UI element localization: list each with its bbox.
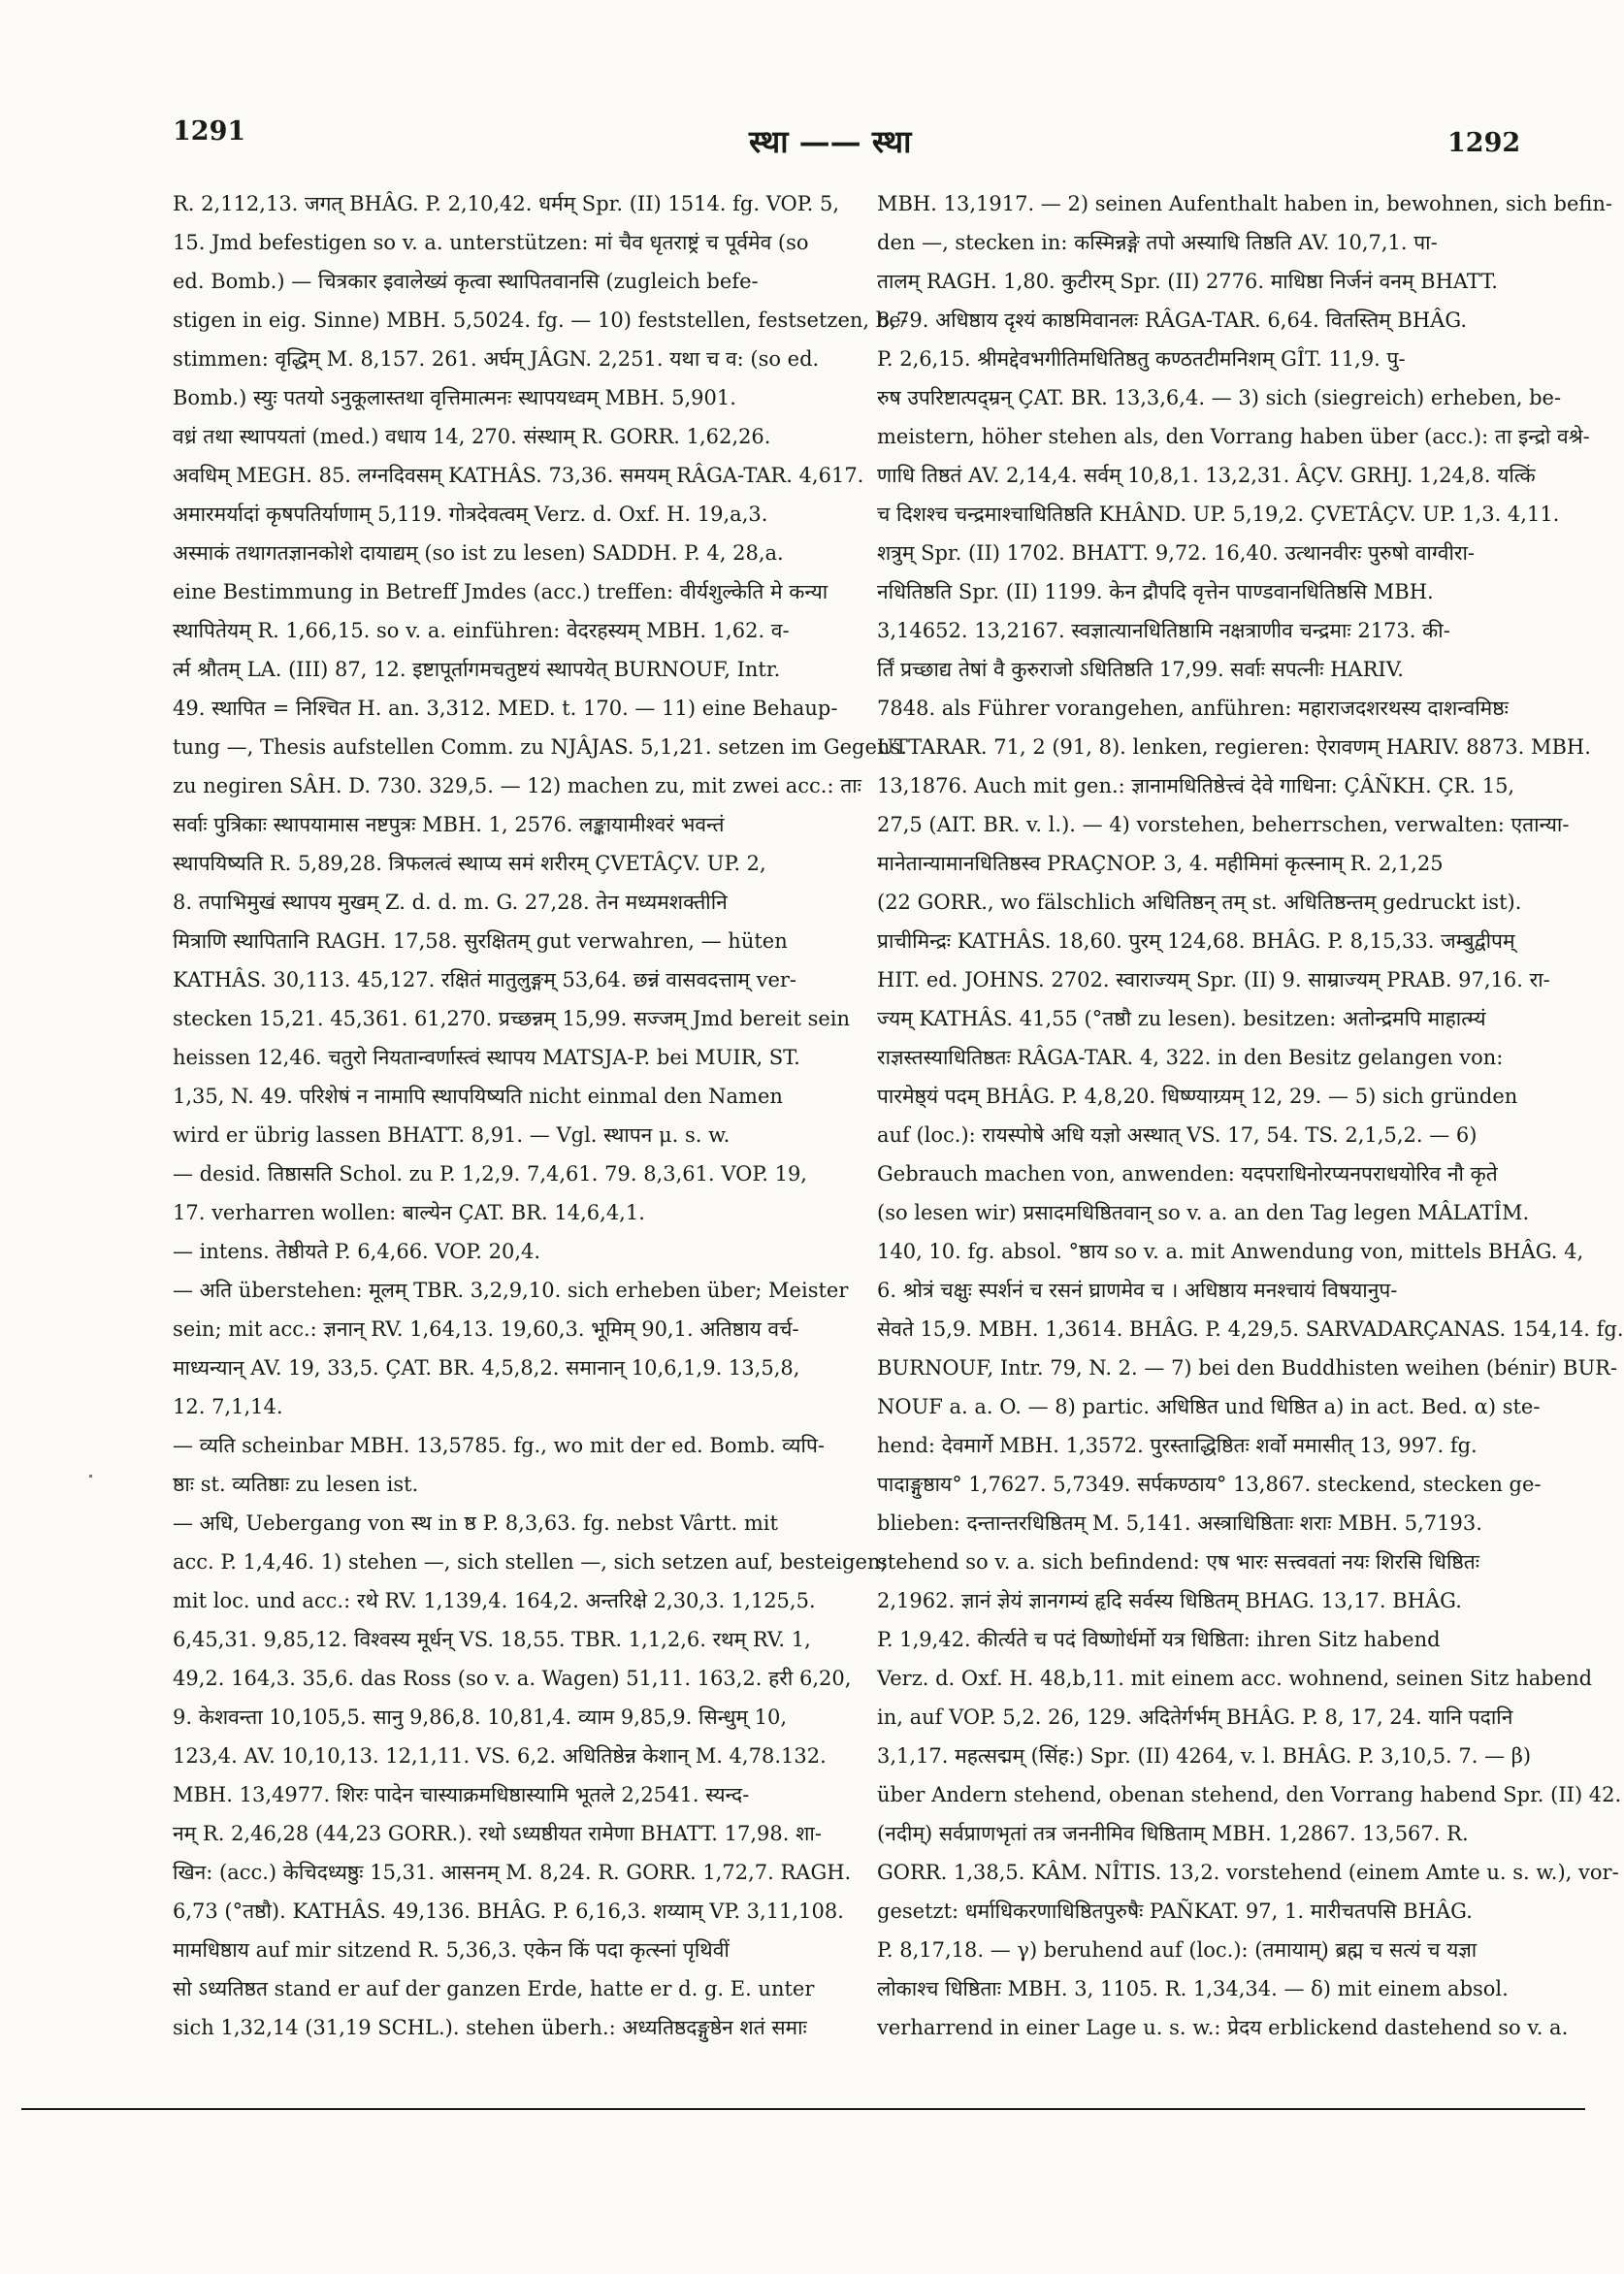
text-line: शत्रुम् Spr. (II) 1702. BHATT. 9,72. 16,40. उत्थानवीरः पुरुषो वाग्वीरा- xyxy=(877,541,1476,565)
text-line: 27,5 (AIT. BR. v. l.). — 4) vorstehen, beherrschen, verwalten: एतान्या- xyxy=(877,813,1570,836)
text-line: लोकाश्च धिष्ठिताः MBH. 3, 1105. R. 1,34,34. — δ) mit einem absol. xyxy=(877,1977,1509,2000)
text-line: सो ऽध्यतिष्ठत stand er auf der ganzen Erde, hatte er d. g. E. unter xyxy=(173,1977,815,2000)
text-line: 3,14652. 13,2167. स्वज्ञात्यानधितिष्ठामि नक्षत्राणीव चन्द्रमाः 2173. की- xyxy=(877,619,1450,642)
text-line: 6. श्रोत्रं चक्षुः स्पर्शनं च रसनं घ्राणमेव च । अधिष्ठाय मनश्चायं विषयानुप- xyxy=(877,1279,1398,1302)
text-line: प्राचीमिन्द्रः KATHÂS. 18,60. पुरम् 124,68. BHÂG. P. 8,15,33. जम्बुद्वीपम् xyxy=(877,929,1515,953)
text-line: — अधि, Uebergang von स्थ in ष्ठ P. 8,3,63. fg. nebst Vârtt. mit xyxy=(173,1511,778,1535)
text-line: 15. Jmd befestigen so v. a. unterstützen: मां चैव धृतराष्ट्रं च पूर्वमेव (so xyxy=(173,231,809,254)
text-line: HIT. ed. JOHNS. 2702. स्वाराज्यम् Spr. (II) 9. साम्राज्यम् PRAB. 97,16. रा- xyxy=(877,968,1550,991)
text-line: den —, stecken in: कस्मिन्नङ्गे तपो अस्याधि तिष्ठति AV. 10,7,1. पा- xyxy=(877,231,1438,254)
text-line: stigen in eig. Sinne) MBH. 5,5024. fg. — 10) feststellen, festsetzen, be- xyxy=(173,309,908,332)
text-line: पादाङ्गुष्ठाय° 1,7627. 5,7349. सर्पकण्ठाय° 13,867. steckend, stecken ge- xyxy=(877,1473,1542,1496)
text-line: स्थापितेयम् R. 1,66,15. so v. a. einführen: वेदरहस्यम् MBH. 1,62. व- xyxy=(173,619,790,642)
text-line: (नदीम्) सर्वप्राणभृतां तत्र जननीमिव धिष्ठिताम् MBH. 1,2867. 13,567. R. xyxy=(877,1822,1469,1845)
text-line: 2,1962. ज्ञानं ज्ञेयं ज्ञानगम्यं हृदि सर्वस्य धिष्ठितम् BHAG. 13,17. BHÂG. xyxy=(877,1589,1462,1612)
text-line: meistern, höher stehen als, den Vorrang haben über (acc.): ता इन्द्रो वश्रे- xyxy=(877,425,1590,448)
text-line: in, auf VOP. 5,2. 26, 129. अदितेर्गर्भम् BHÂG. P. 8, 17, 24. यानि पदानि xyxy=(877,1706,1513,1729)
text-line: tung —, Thesis aufstellen Comm. zu NJÂJAS. 5,1,21. setzen im Gegens. xyxy=(173,735,907,759)
text-line: heissen 12,46. चतुरो नियतान्वर्णास्त्वं स्थापय MATSJA-P. bei MUIR, ST. xyxy=(173,1046,800,1069)
text-line: 49,2. 164,3. 35,6. das Ross (so v. a. Wagen) 51,11. 163,2. हरी 6,20, xyxy=(173,1667,852,1690)
text-line: नधितिष्ठति Spr. (II) 1199. केन द्रौपदि वृत्तेन पाण्डवानधितिष्ठसि MBH. xyxy=(877,580,1434,603)
text-line: Gebrauch machen von, anwenden: यदपराधिनोरप्यनपराधयोरिव नौ कृते xyxy=(877,1162,1498,1186)
running-title: स्था —— स्था xyxy=(749,123,912,160)
text-line: (so lesen wir) प्रसादमधिष्ठितवान् so v. a. an den Tag legen MÂLATÎM. xyxy=(877,1201,1530,1224)
text-line: 13,1876. Auch mit gen.: ज्ञानामधितिष्ठेत्त्वं देवे गाधिना: ÇÂÑKH. ÇR. 15, xyxy=(877,774,1515,797)
text-line: — अति überstehen: मूलम् TBR. 3,2,9,10. sich erheben über; Meister xyxy=(173,1279,849,1302)
text-line: अवधिम् MEGH. 85. लग्नदिवसम् KATHÂS. 73,36. समयम् RÂGA-TAR. 4,617. xyxy=(173,464,864,487)
text-line: रुष उपरिष्टात्पद्म्रन् ÇAT. BR. 13,3,6,4. — 3) sich (siegreich) erheben, be- xyxy=(877,386,1562,409)
text-line: मित्राणि स्थापितानि RAGH. 17,58. सुरक्षितम् gut verwahren, — hüten xyxy=(173,929,788,953)
text-line: BURNOUF, Intr. 79, N. 2. — 7) bei den Buddhisten weihen (bénir) BUR- xyxy=(877,1356,1618,1380)
text-line: Bomb.) स्युः पतयो ऽनुकूलास्तथा वृत्तिमात्मनः स्थापयध्वम् MBH. 5,901. xyxy=(173,386,736,409)
text-line: तालम् RAGH. 1,80. कुटीरम् Spr. (II) 2776. माधिष्ठा निर्जनं वनम् BHATT. xyxy=(877,270,1498,293)
text-line: hend: देवमार्गे MBH. 1,3572. पुरस्ताद्धिष्ठितः शर्वो ममासीत् 13, 997. fg. xyxy=(877,1434,1478,1457)
text-line: सेवते 15,9. MBH. 1,3614. BHÂG. P. 4,29,5. SARVADARÇANAS. 154,14. fg. xyxy=(877,1317,1624,1341)
text-line: gesetzt: धर्माधिकरणाधिष्ठितपुरुषैः PAÑKAT. 97, 1. मारीचतपसि BHÂG. xyxy=(877,1900,1473,1923)
text-line: मानेतान्यामानधितिष्ठस्व PRAÇNOP. 3, 4. महीमिमां कृत्स्नाम् R. 2,1,25 xyxy=(877,852,1444,875)
text-line: 9. केशवन्ता 10,105,5. सानु 9,86,8. 10,81,4. व्याम 9,85,9. सिन्धुम् 10, xyxy=(173,1706,788,1729)
page-number-left: 1291 xyxy=(173,116,246,146)
text-line: GORR. 1,38,5. KÂM. NÎTIS. 13,2. vorstehend (einem Amte u. s. w.), vor- xyxy=(877,1861,1619,1884)
text-line: नम् R. 2,46,28 (44,23 GORR.). रथो ऽध्यष्ठीयत रामेणा BHATT. 17,98. शा- xyxy=(173,1822,822,1845)
left-column xyxy=(173,184,908,2039)
text-line: auf (loc.): रायस्पोषे अधि यज्ञो अस्थात् VS. 17, 54. TS. 2,1,5,2. — 6) xyxy=(877,1123,1478,1147)
text-line: 12. 7,1,14. xyxy=(173,1395,283,1418)
text-line: खिन: (acc.) केचिदध्यष्ठुः 15,31. आसनम् M. 8,24. R. GORR. 1,72,7. RAGH. xyxy=(173,1861,852,1884)
text-line: eine Bestimmung in Betreff Jmdes (acc.) treffen: वीर्यशुल्केति मे कन्या xyxy=(173,580,828,603)
text-line: 8. तपाभिमुखं स्थापय मुखम् Z. d. d. m. G. 27,28. तेन मध्यमशक्तीनि xyxy=(173,891,728,914)
text-line: R. 2,112,13. जगत् BHÂG. P. 2,10,42. धर्मम् Spr. (II) 1514. fg. VOP. 5, xyxy=(173,192,840,215)
text-line: सर्वाः पुत्रिकाः स्थापयामास नष्टपुत्रः MBH. 1, 2576. लङ्कायामीश्वरं भवन्तं xyxy=(173,813,725,836)
text-line: P. 8,17,18. — γ) beruhend auf (loc.): (तमायाम्) ब्रह्म च सत्यं च यज्ञा xyxy=(877,1938,1478,1962)
text-line: — व्यति scheinbar MBH. 13,5785. fg., wo mit der ed. Bomb. व्यपि- xyxy=(173,1434,826,1457)
text-line: 8,79. अधिष्ठाय दृश्यं काष्ठमिवानलः RÂGA-TAR. 6,64. वितस्तिम् BHÂG. xyxy=(877,309,1468,332)
text-line: blieben: दन्तान्तरधिष्ठितम् M. 5,141. अस्त्राधिष्ठिताः शराः MBH. 5,7193. xyxy=(877,1511,1482,1535)
right-column xyxy=(877,184,1624,2039)
text-line: — desid. तिष्ठासति Schol. zu P. 1,2,9. 7,4,61. 79. 8,3,61. VOP. 19, xyxy=(173,1162,807,1186)
text-line: MBH. 13,4977. शिरः पादेन चास्याक्रमधिष्ठास्यामि भूतले 2,2541. स्यन्द- xyxy=(173,1783,750,1806)
text-line: P. 2,6,15. श्रीमद्देवभगीतिमधितिष्ठतु कण्ठतटीमनिशम् GÎT. 11,9. पु- xyxy=(877,347,1406,371)
text-line: sich 1,32,14 (31,19 SCHL.). stehen überh.: अध्यतिष्ठदङ्गुष्ठेन शतं समाः xyxy=(173,2016,807,2039)
text-line: च दिशश्च चन्द्रमाश्चाधितिष्ठति KHÂND. UP. 5,19,2. ÇVETÂÇV. UP. 1,3. 4,11. xyxy=(877,503,1560,526)
text-line: sein; mit acc.: ज्ञनान् RV. 1,64,13. 19,60,3. भूमिम् 90,1. अतिष्ठाय वर्च- xyxy=(173,1317,799,1341)
text-line: 140, 10. fg. absol. °ष्ठाय so v. a. mit Anwendung von, mittels BHÂG. 4, xyxy=(877,1240,1584,1263)
text-line: P. 1,9,42. कीर्त्यते च पदं विष्णोर्धर्मो यत्र धिष्ठिता: ihren Sitz habend xyxy=(877,1628,1441,1651)
text-line: 6,73 (°तष्ठौ). KATHÂS. 49,136. BHÂG. P. 6,16,3. शय्याम् VP. 3,11,108. xyxy=(173,1900,844,1923)
text-line: वध्रं तथा स्थापयतां (med.) वधाय 14, 270. संस्थाम् R. GORR. 1,62,26. xyxy=(173,425,771,448)
margin-mark xyxy=(89,1475,92,1478)
text-line: zu negiren SÂH. D. 730. 329,5. — 12) machen zu, mit zwei acc.: ताः xyxy=(173,774,861,797)
page-number-right: 1292 xyxy=(1447,128,1521,158)
text-line: acc. P. 1,4,46. 1) stehen —, sich stellen —, sich setzen auf, besteigen; xyxy=(173,1550,888,1574)
text-line: stimmen: वृद्धिम् M. 8,157. 261. अर्घम् JÂGN. 2,251. यथा च व: (so ed. xyxy=(173,347,820,371)
text-line: NOUF a. a. O. — 8) partic. अधिष्ठित und धिष्ठित a) in act. Bed. α) ste- xyxy=(877,1395,1541,1418)
text-line: ज्यम् KATHÂS. 41,55 (°तष्ठौ zu lesen). besitzen: अतोन्द्रमपि माहात्म्यं xyxy=(877,1007,1486,1030)
text-line: (22 GORR., wo fälschlich अधितिष्ठन् तम् st. अधितिष्ठन्तम् gedruckt ist). xyxy=(877,891,1522,914)
text-line: 7848. als Führer vorangehen, anführen: महाराजदशरथस्य दाशन्वमिष्ठः xyxy=(877,697,1509,720)
text-line: अमारमर्यादां कृषपतिर्याणाम् 5,119. गोत्रदेवत्वम् Verz. d. Oxf. H. 19,a,3. xyxy=(173,503,768,526)
text-line: wird er übrig lassen BHATT. 8,91. — Vgl. स्थापन μ. s. w. xyxy=(173,1123,731,1147)
text-line: 17. verharren wollen: बाल्येन ÇAT. BR. 14,6,4,1. xyxy=(173,1201,645,1224)
page-header xyxy=(0,0,1607,175)
text-line: 49. स्थापित = निश्चित H. an. 3,312. MED. t. 170. — 11) eine Behaup- xyxy=(173,697,838,720)
text-line: UTTARAR. 71, 2 (91, 8). lenken, regieren: ऐरावणम् HARIV. 8873. MBH. xyxy=(877,735,1591,759)
text-line: अस्माकं तथागतज्ञानकोशे दायाद्यम् (so ist zu lesen) SADDH. P. 4, 28,a. xyxy=(173,541,784,565)
text-line: पारमेष्ठ्यं पदम् BHÂG. P. 4,8,20. धिष्ण्याग्र्यम् 12, 29. — 5) sich gründen xyxy=(877,1085,1518,1108)
text-line: 3,1,17. महत्सद्मम् (सिंह:) Spr. (II) 4264, v. l. BHÂG. P. 3,10,5. 7. — β) xyxy=(877,1744,1532,1768)
text-line: — intens. तेष्ठीयते P. 6,4,66. VOP. 20,4. xyxy=(173,1240,541,1263)
footer-rule xyxy=(21,2108,1585,2110)
text-line: ed. Bomb.) — चित्रकार इवालेख्यं कृत्वा स्थापितवानसि (zugleich befe- xyxy=(173,270,759,293)
text-line: 1,35, N. 49. परिशेषं न नामापि स्थापयिष्यति nicht einmal den Namen xyxy=(173,1085,783,1108)
text-line: 123,4. AV. 10,10,13. 12,1,11. VS. 6,2. अधितिष्ठेन्न केशान् M. 4,78.132. xyxy=(173,1744,827,1768)
text-line: राज्ञस्तस्याधितिष्ठतः RÂGA-TAR. 4, 322. in den Besitz gelangen von: xyxy=(877,1046,1504,1069)
text-line: मामधिष्ठाय auf mir sitzend R. 5,36,3. एकेन किं पदा कृत्स्नां पृथिवीं xyxy=(173,1938,730,1962)
text-line: über Andern stehend, obenan stehend, den Vorrang habend Spr. (II) 42. xyxy=(877,1783,1622,1806)
text-line: Verz. d. Oxf. H. 48,b,11. mit einem acc. wohnend, seinen Sitz habend xyxy=(877,1667,1593,1690)
text-line: र्तिं प्रच्छाद्य तेषां वै कुरुराजो ऽधितिष्ठति 17,99. सर्वाः सपत्नीः HARIV. xyxy=(877,658,1404,681)
text-line: stehend so v. a. sich befindend: एष भारः सत्त्ववतां नयः शिरसि धिष्ठितः xyxy=(877,1550,1479,1574)
text-line: stecken 15,21. 45,361. 61,270. प्रच्छन्नम् 15,99. सज्जम् Jmd bereit sein xyxy=(173,1007,851,1030)
text-line: 6,45,31. 9,85,12. विश्वस्य मूर्धन् VS. 18,55. TBR. 1,1,2,6. रथम् RV. 1, xyxy=(173,1628,811,1651)
text-line: mit loc. und acc.: रथे RV. 1,139,4. 164,2. अन्तरिक्षे 2,30,3. 1,125,5. xyxy=(173,1589,816,1612)
text-line: ष्ठाः st. व्यतिष्ठाः zu lesen ist. xyxy=(173,1473,419,1496)
text-line: माध्यन्यान् AV. 19, 33,5. ÇAT. BR. 4,5,8,2. समानान् 10,6,1,9. 13,5,8, xyxy=(173,1356,800,1380)
text-line: स्थापयिष्यति R. 5,89,28. त्रिफलत्वं स्थाप्य समं शरीरम् ÇVETÂÇV. UP. 2, xyxy=(173,852,766,875)
text-line: र्त्म श्रौतम् LA. (III) 87, 12. इष्टापूर्तागमचतुष्टयं स्थापयेत् BURNOUF, Intr. xyxy=(173,658,781,681)
text-line: MBH. 13,1917. — 2) seinen Aufenthalt haben in, bewohnen, sich befin- xyxy=(877,192,1612,215)
text-line: KATHÂS. 30,113. 45,127. रक्षितं मातुलुङ्गम् 53,64. छन्नं वासवदत्ताम् ver- xyxy=(173,968,797,991)
text-line: णाधि तिष्ठतं AV. 2,14,4. सर्वम् 10,8,1. 13,2,31. ÂÇV. GRHJ. 1,24,8. यत्किं xyxy=(877,464,1536,487)
text-line: verharrend in einer Lage u. s. w.: प्रेदय erblickend dastehend so v. a. xyxy=(877,2016,1569,2039)
